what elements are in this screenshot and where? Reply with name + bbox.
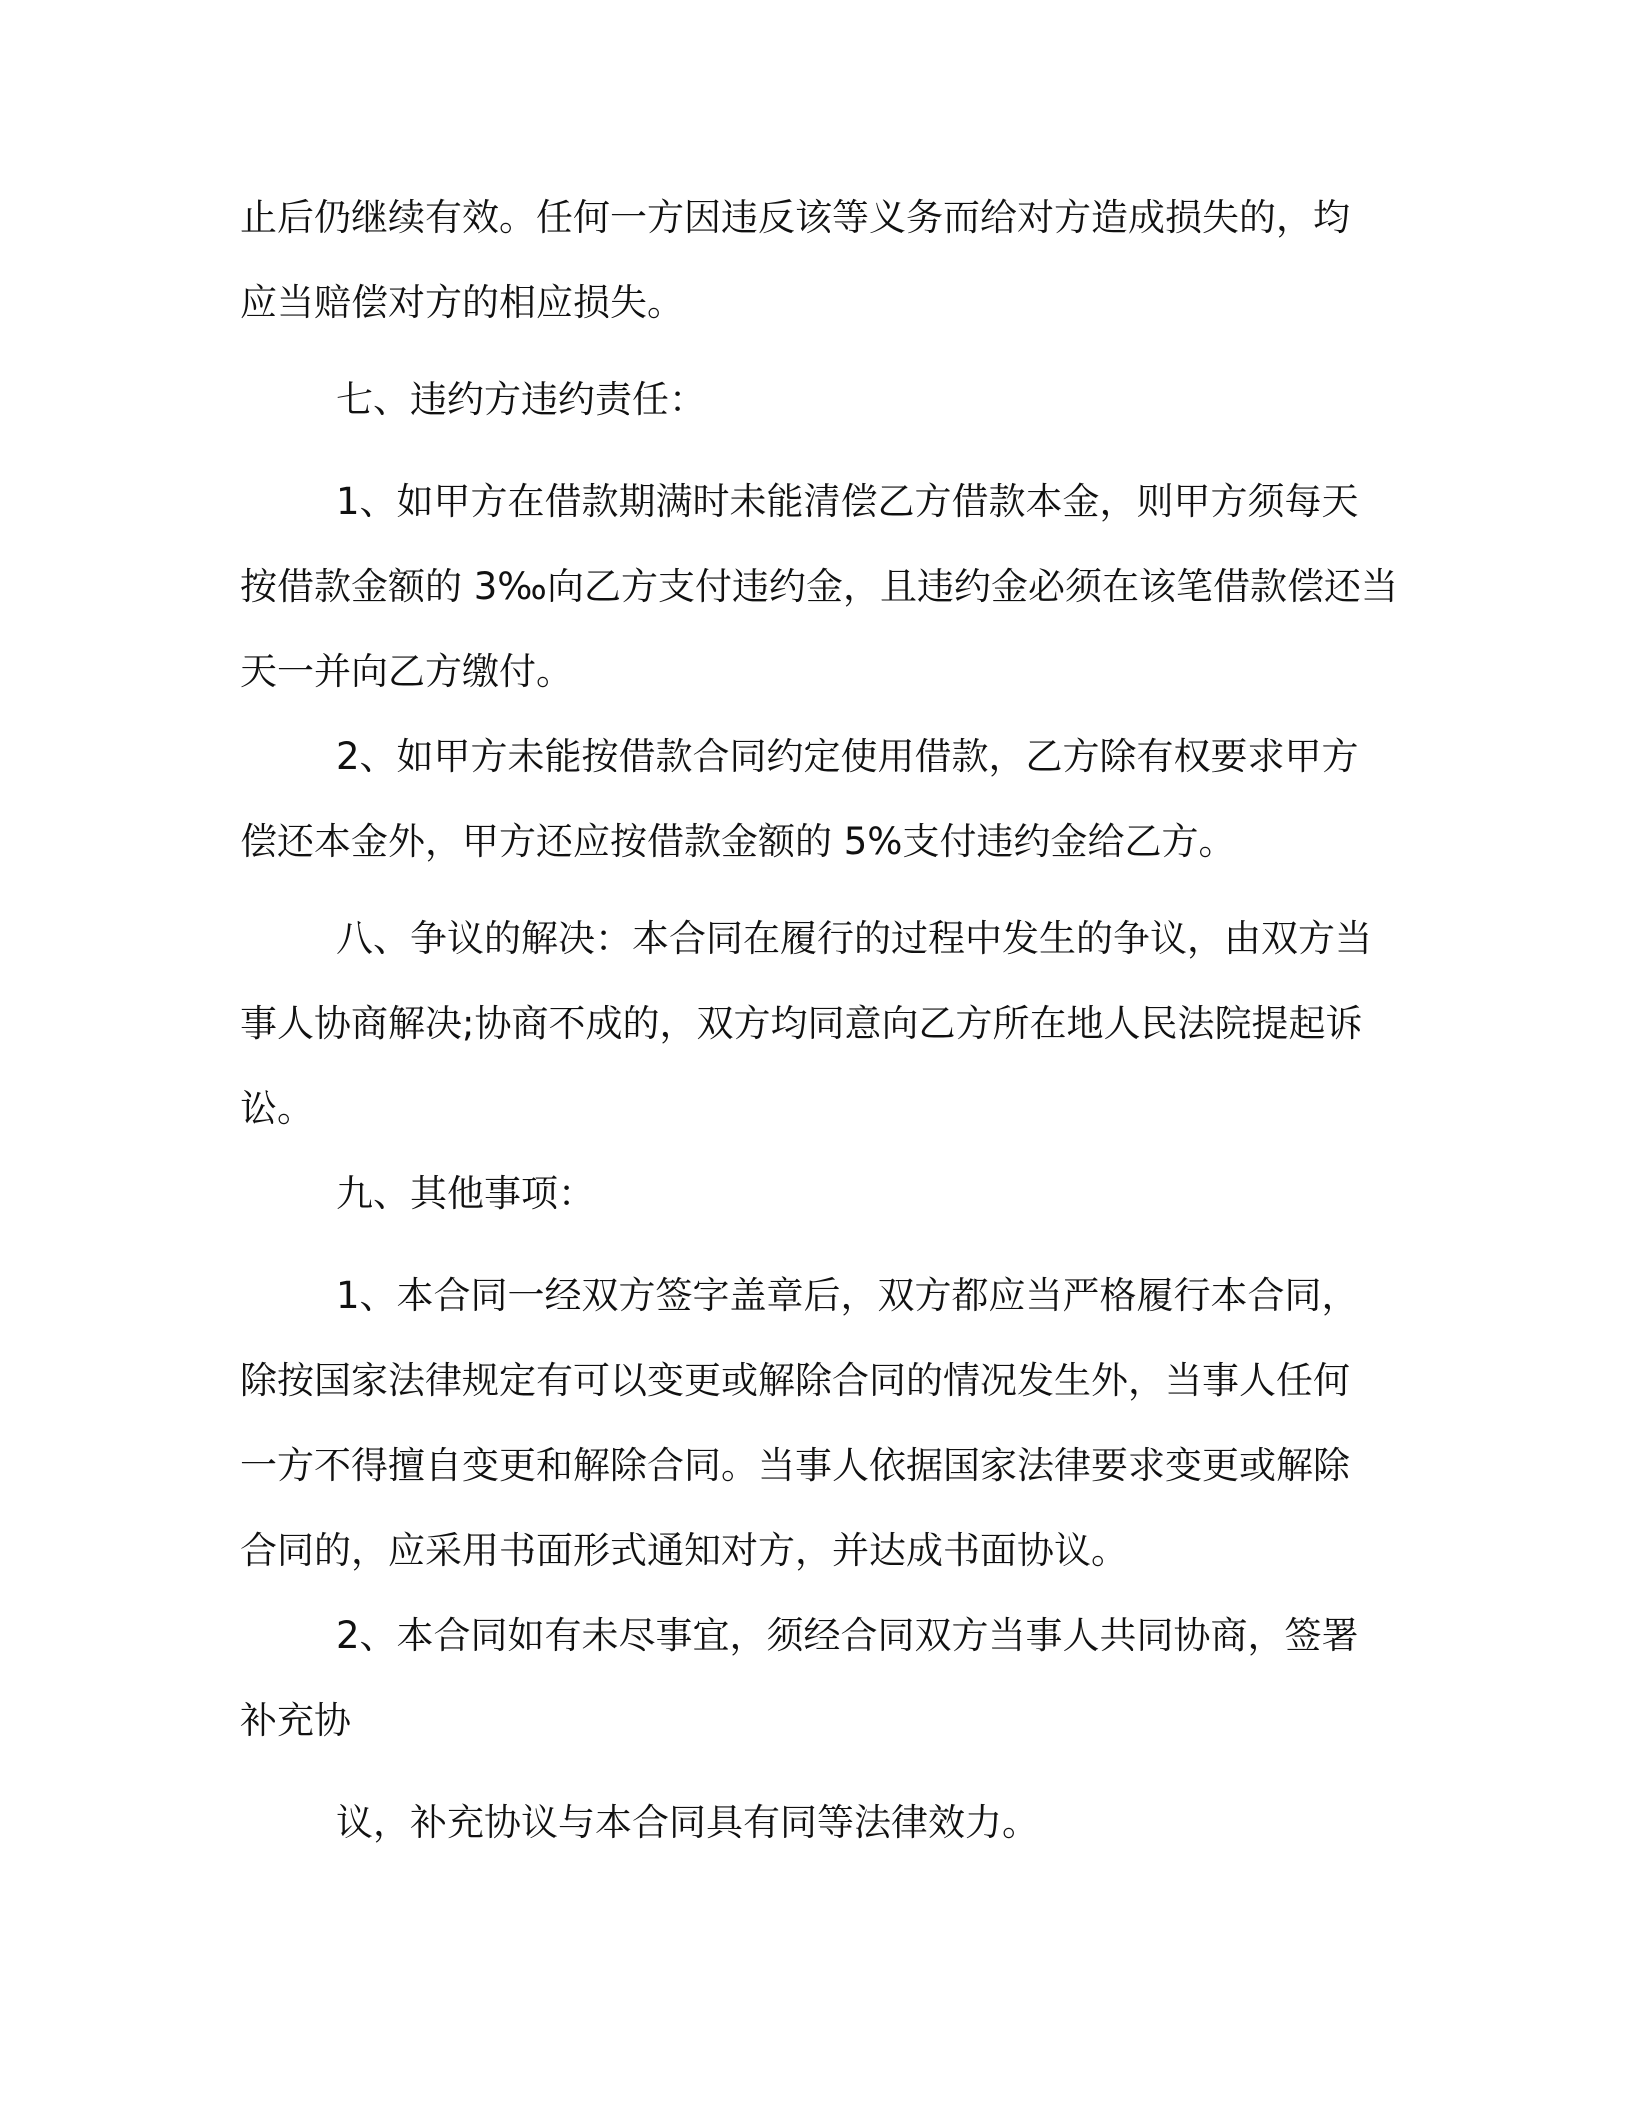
text-line: 应当赔偿对方的相应损失。 (240, 281, 684, 324)
text-line: 偿还本金外，甲方还应按借款金额的 5%支付违约金给乙方。 (240, 820, 1236, 863)
paragraph-7-2 (240, 714, 1400, 884)
section-heading: 九、其他事项： (336, 1172, 595, 1215)
paragraph-9-1 (240, 1253, 1400, 1593)
text-line: 天一并向乙方缴付。 (240, 650, 573, 693)
text-line: 合同的，应采用书面形式通知对方，并达成书面协议。 (240, 1529, 1128, 1572)
paragraph-7-1 (240, 459, 1400, 714)
paragraph-9-2-continued (240, 1780, 1400, 1865)
text-line: 2、如甲方未能按借款合同约定使用借款，乙方除有权要求甲方 (336, 735, 1359, 778)
heading-section-9 (240, 1151, 1400, 1236)
text-line: 1、如甲方在借款期满时未能清偿乙方借款本金，则甲方须每天 (336, 480, 1359, 523)
text-line: 1、本合同一经双方签字盖章后，双方都应当严格履行本合同， (336, 1274, 1359, 1317)
text-line: 讼。 (240, 1087, 314, 1130)
text-line: 补充协 (240, 1699, 351, 1742)
paragraph-9-2 (240, 1593, 1400, 1763)
text-line: 八、争议的解决：本合同在履行的过程中发生的争议，由双方当 (336, 917, 1372, 960)
section-heading: 七、违约方违约责任： (336, 378, 706, 421)
text-line: 一方不得擅自变更和解除合同。当事人依据国家法律要求变更或解除 (240, 1444, 1350, 1487)
text-line: 止后仍继续有效。任何一方因违反该等义务而给对方造成损失的，均 (240, 196, 1350, 239)
text-line: 按借款金额的 3‰向乙方支付违约金，且违约金必须在该笔借款偿还当 (240, 565, 1398, 608)
heading-section-7 (240, 357, 1400, 442)
text-line: 议，补充协议与本合同具有同等法律效力。 (336, 1801, 1039, 1844)
text-line: 2、本合同如有未尽事宜，须经合同双方当事人共同协商，签署 (336, 1614, 1359, 1657)
text-line: 事人协商解决;协商不成的，双方均同意向乙方所在地人民法院提起诉 (240, 1002, 1363, 1045)
paragraph-section-8 (240, 896, 1400, 1151)
text-line: 除按国家法律规定有可以变更或解除合同的情况发生外，当事人任何 (240, 1359, 1350, 1402)
paragraph-confidentiality-continued (240, 175, 1400, 345)
